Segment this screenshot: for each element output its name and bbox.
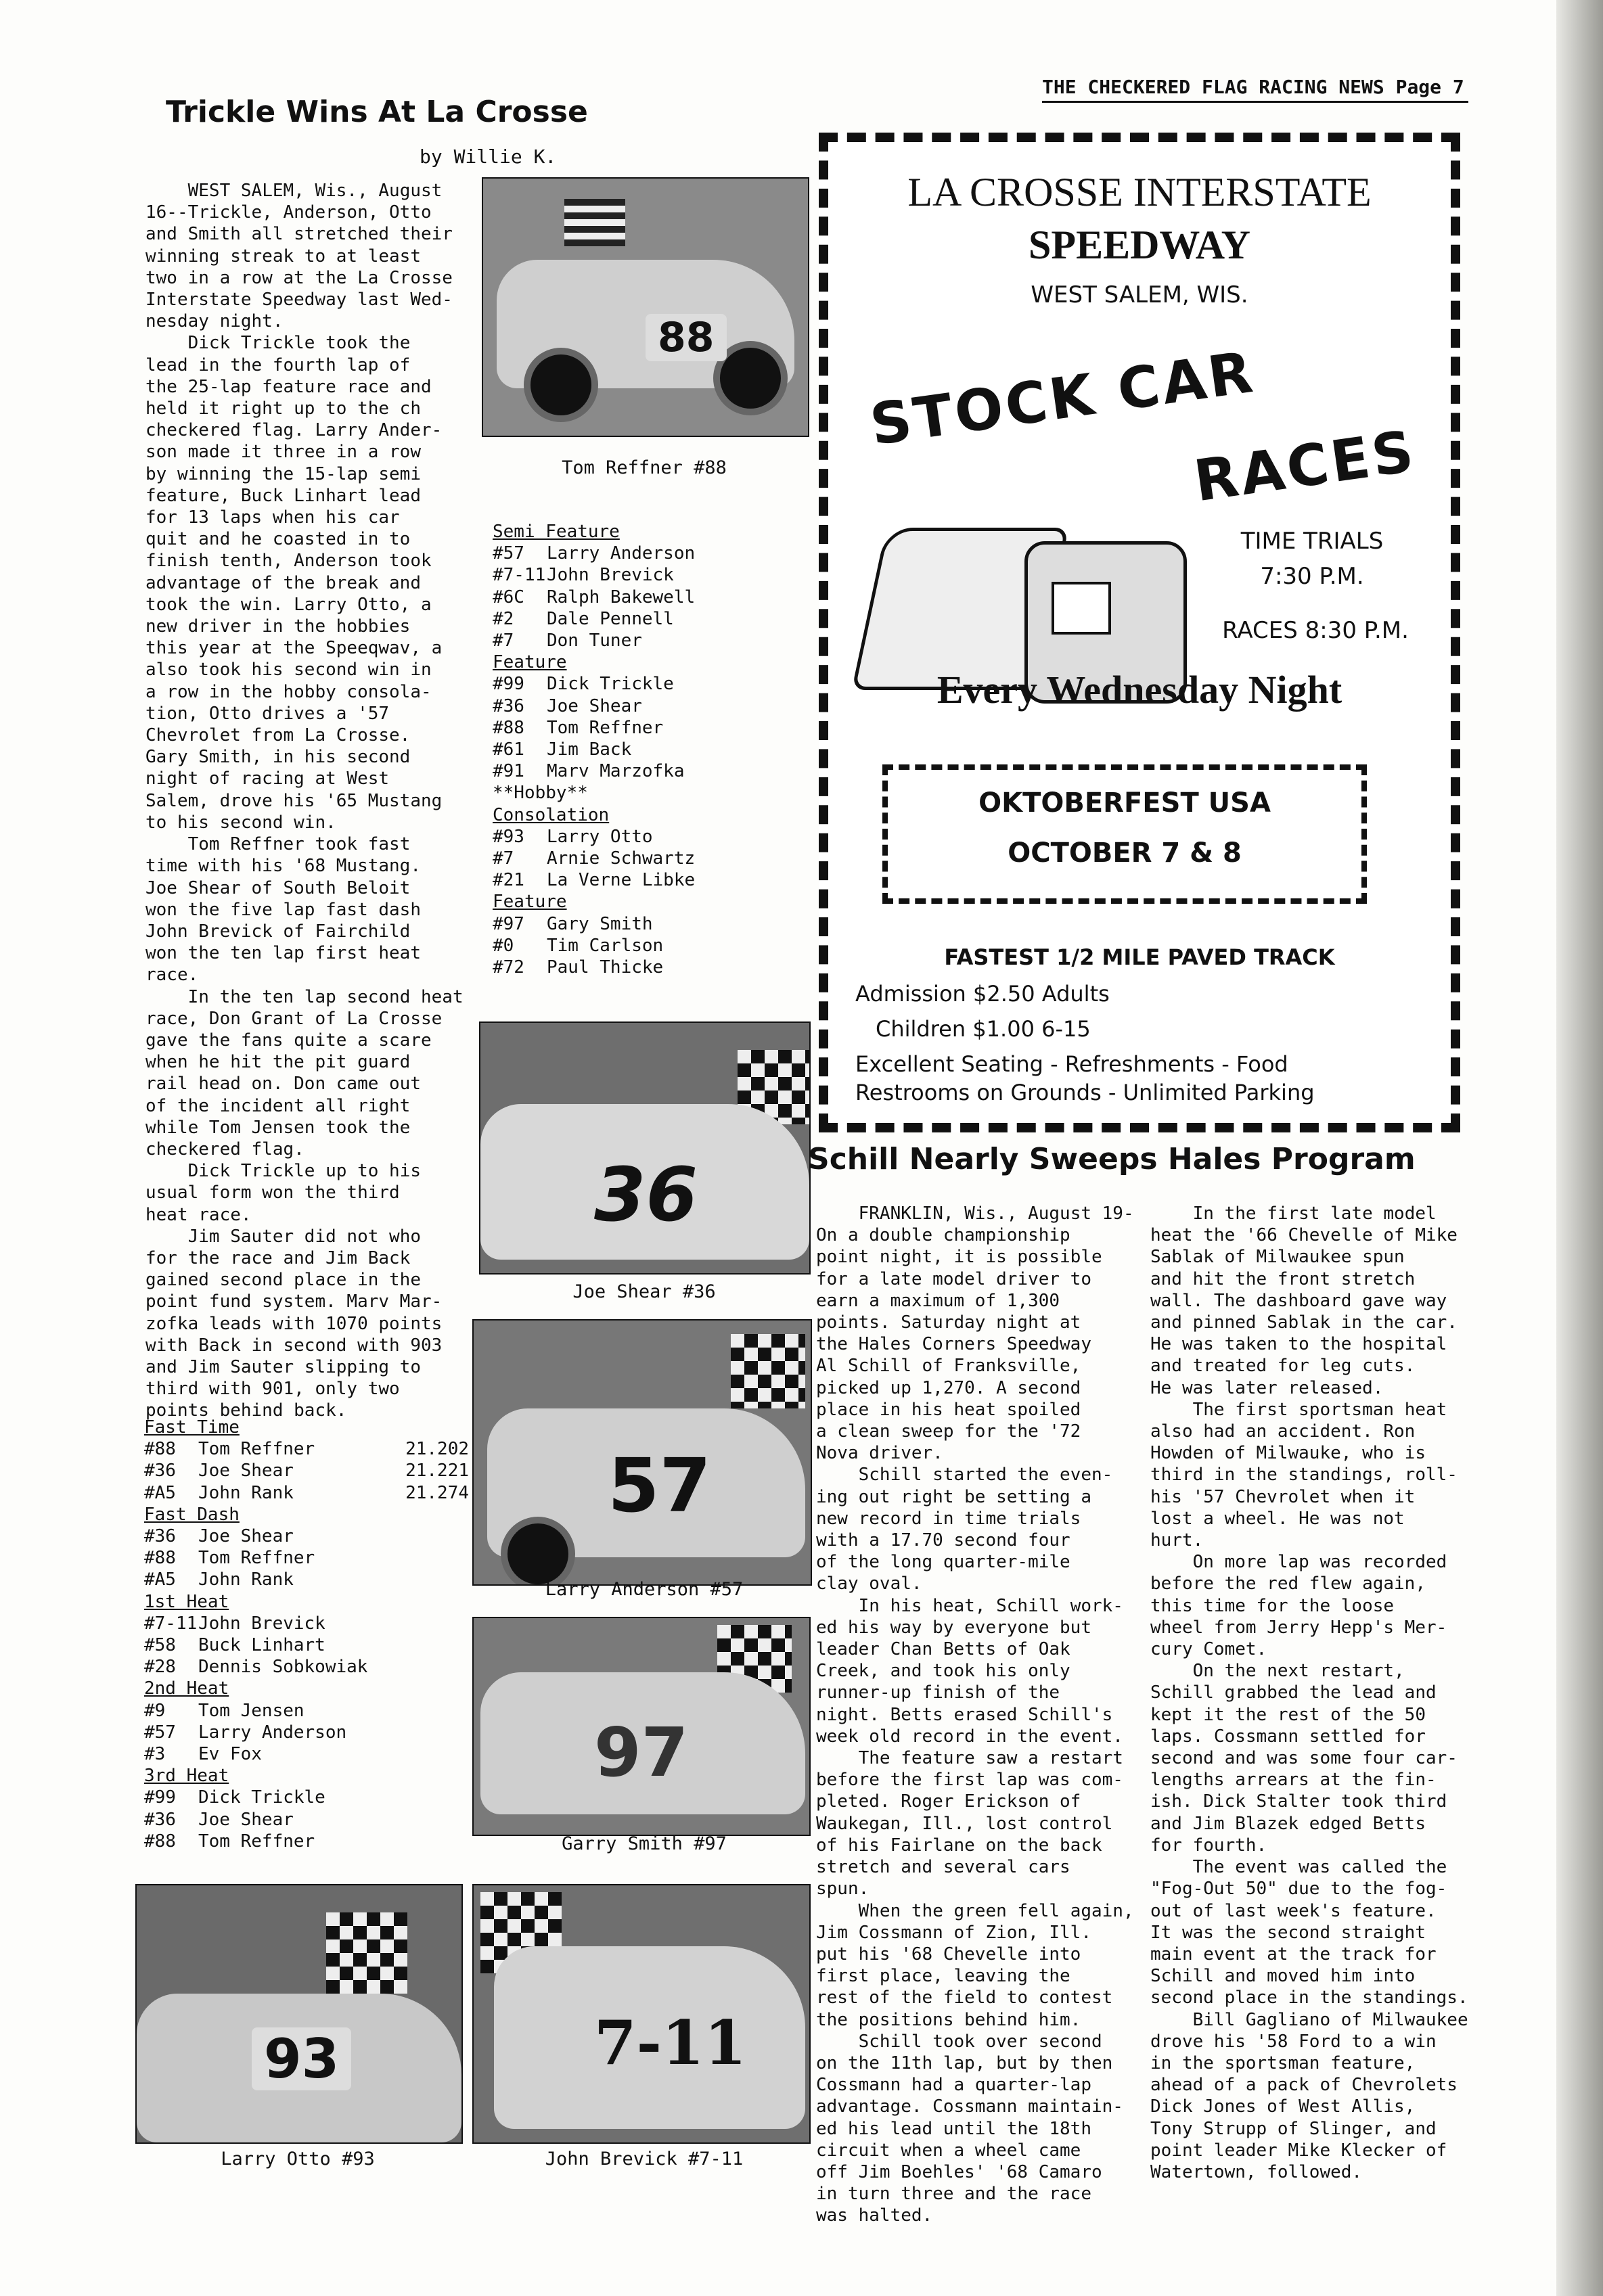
result-driver-name: Tim Carlson xyxy=(547,935,664,956)
result-driver-name: Dick Trickle xyxy=(547,674,674,695)
result-car-number: #3 xyxy=(144,1744,166,1765)
result-driver-name: John Brevick xyxy=(547,565,674,586)
result-car-number: #88 xyxy=(493,717,524,738)
article1-headline: Trickle Wins At La Crosse xyxy=(166,95,588,129)
caption-john-brevick: John Brevick #7-11 xyxy=(545,2149,744,2169)
ad-children: Children $1.00 6-15 xyxy=(876,1016,1091,1042)
result-driver-name: John Brevick xyxy=(198,1613,325,1634)
result-row xyxy=(493,587,804,608)
results-heading: 1st Heat xyxy=(144,1591,229,1612)
photo-garry-smith xyxy=(472,1617,811,1836)
result-car-number: #99 xyxy=(493,674,524,695)
result-car-number: #36 xyxy=(144,1526,176,1547)
result-row xyxy=(493,695,804,717)
result-driver-name: John Rank xyxy=(198,1569,294,1590)
results-heading: Feature xyxy=(493,892,567,913)
result-time: 21.202 xyxy=(405,1439,469,1460)
article1-byline: by Willie K. xyxy=(420,145,557,168)
result-row xyxy=(144,1656,469,1678)
result-row xyxy=(493,957,804,978)
result-row xyxy=(493,760,804,782)
car-number: 57 xyxy=(608,1442,712,1529)
result-driver-name: Tom Jensen xyxy=(198,1700,304,1721)
result-car-number: #61 xyxy=(493,739,524,760)
ad-track: FASTEST 1/2 MILE PAVED TRACK xyxy=(944,944,1335,970)
result-row xyxy=(144,1809,469,1831)
result-row xyxy=(144,1743,469,1765)
results-heading: Fast Time xyxy=(144,1417,240,1438)
result-driver-name: John Rank xyxy=(198,1482,294,1503)
photo-larry-anderson xyxy=(472,1319,812,1586)
ad-amenities-2: Restrooms on Grounds - Unlimited Parking xyxy=(855,1080,1315,1105)
result-row xyxy=(493,935,804,957)
result-time: 21.221 xyxy=(405,1461,469,1482)
photo-larry-otto xyxy=(135,1884,463,2144)
results-heading: 3rd Heat xyxy=(144,1766,229,1787)
result-driver-name: Tom Reffner xyxy=(198,1548,315,1569)
result-row xyxy=(493,848,804,869)
result-row xyxy=(493,630,804,651)
result-driver-name: Larry Anderson xyxy=(547,543,696,564)
article2-col2: In the first late model heat the '66 Chevelle of Mike Sablak of Milwaukee spun and hit the front stretch wall. The dashboard gave way and pinned Sablak in the car. He was taken to the hospital and treated for leg cuts. He was later released. The first sportsman heat also had an accident. Ron Howden of Milwauke, who is third in the standings, roll- his '57 Chevrolet when it lost a wheel. He was not hurt. On more lap was recorded before the red flew again, this time for the loose wheel from Jerry Hepp's Mer- cury Comet. On the next restart, Schill grabbed the lead and kept it the rest of the 50 laps. Cossmann settled for second and was some four car- lengths arrears at the fin- ish. Dick Stalter took third and Jim Blazek edged Betts for fourth. The event was called the "Fog-Out 50" due to the fog- out of last week's feature. It was the second straight main event at the track for Schill and moved him into second place in the standings. Bill Gagliano of Milwaukee drove his '58 Ford to a win in the sportsman feature, ahead of a pack of Chevrolets Dick Jones of West Allis, Tony Strupp of Slinger, and point leader Mike Klecker of Watertown, followed. xyxy=(1150,1203,1468,2182)
result-driver-name: Arnie Schwartz xyxy=(547,848,696,869)
result-row xyxy=(493,739,804,760)
result-row xyxy=(493,673,804,695)
result-car-number: #88 xyxy=(144,1831,176,1852)
ad-oktoberfest: OKTOBERFEST USA xyxy=(978,787,1271,819)
ad-admission: Admission $2.50 Adults xyxy=(855,981,1110,1007)
ad-title-line1: LA CROSSE INTERSTATE xyxy=(907,170,1372,214)
result-driver-name: Dick Trickle xyxy=(198,1787,325,1808)
result-car-number: #58 xyxy=(144,1635,176,1656)
result-driver-name: Buck Linhart xyxy=(198,1635,325,1656)
result-driver-name: Tom Reffner xyxy=(547,717,664,738)
ad-stock-car: STOCK CAR xyxy=(865,338,1259,459)
results-mid xyxy=(493,521,804,978)
car-number: 93 xyxy=(252,2027,351,2090)
speedway-advertisement xyxy=(819,133,1460,1132)
car-number: 36 xyxy=(594,1151,698,1238)
ad-location: WEST SALEM, WIS. xyxy=(1031,281,1248,308)
checkered-flag-icon xyxy=(326,1912,407,1994)
result-row xyxy=(493,826,804,848)
result-row xyxy=(144,1613,469,1634)
result-row xyxy=(144,1438,469,1460)
result-driver-name: Ralph Bakewell xyxy=(547,587,696,607)
result-row xyxy=(144,1569,469,1590)
result-row xyxy=(144,1722,469,1743)
result-row xyxy=(493,564,804,586)
result-car-number: #0 xyxy=(493,935,514,956)
page-edge-shadow xyxy=(1556,0,1603,2296)
car-number: 7-11 xyxy=(594,2007,747,2079)
result-driver-name: Dennis Sobkowiak xyxy=(198,1657,368,1678)
result-driver-name: Tom Reffner xyxy=(198,1439,315,1460)
result-driver-name: Don Tuner xyxy=(547,630,642,651)
results-heading: Semi Feature xyxy=(493,522,620,542)
result-car-number: #2 xyxy=(493,608,514,629)
result-car-number: #57 xyxy=(493,543,524,564)
flag-icon xyxy=(564,199,625,246)
result-car-number: #88 xyxy=(144,1439,176,1460)
caption-larry-anderson: Larry Anderson #57 xyxy=(545,1579,744,1600)
result-row xyxy=(493,717,804,739)
result-driver-name: Gary Smith xyxy=(547,913,653,934)
results-heading: Fast Dash xyxy=(144,1504,240,1525)
result-row xyxy=(144,1634,469,1656)
car-99-number xyxy=(1052,582,1111,635)
result-car-number: #36 xyxy=(493,695,524,716)
result-car-number: #7-11 xyxy=(144,1613,198,1634)
result-row xyxy=(144,1547,469,1569)
result-row xyxy=(144,1787,469,1808)
article2-col1: FRANKLIN, Wis., August 19- On a double championship point night, it is possible for a late model driver to earn a maximum of 1,300 points. Saturday night at the Hales Corners Speedway Al Schill of Franksville, picked up 1,270. A second place in his heat spoiled a clean sweep for the '72 Nova driver. Schill started the even- ing out right be setting a new record in time trials with a 17.70 second four of the long quarter-mile clay oval. In his heat, Schill work- ed his way by everyone but leader Chan Betts of Oak Creek, and took his only runner-up finish of the night. Betts erased Schill's week old record in the event. The feature saw a restart before the first lap was com- pleted. Roger Erickson of Waukegan, Ill., lost control of his Fairlane on the back stretch and several cars spun. When the green fell again, Jim Cossmann of Zion, Ill. put his '68 Chevelle into first place, leaving the rest of the field to contest the positions behind him. Schill took over second on the 11th lap, but by then Cossmann had a quarter-lap advantage. Cossmann maintain- ed his lead until the 18th circuit when a wheel came off Jim Boehles' '68 Camaro in turn three and the race was halted. xyxy=(816,1203,1134,2226)
result-driver-name: Tom Reffner xyxy=(198,1831,315,1852)
result-car-number: #91 xyxy=(493,761,524,782)
result-row xyxy=(144,1460,469,1482)
caption-larry-otto: Larry Otto #93 xyxy=(221,2149,375,2169)
ad-time-trials: TIME TRIALS xyxy=(1240,528,1384,555)
result-driver-name: La Verne Libke xyxy=(547,870,696,891)
result-driver-name: Joe Shear xyxy=(198,1526,294,1547)
result-driver-name: Dale Pennell xyxy=(547,608,674,629)
result-driver-name: Paul Thicke xyxy=(547,957,664,978)
result-row xyxy=(493,869,804,891)
results-heading: Feature xyxy=(493,652,567,673)
result-driver-name: Larry Otto xyxy=(547,826,653,847)
caption-garry-smith: Garry Smith #97 xyxy=(562,1833,727,1854)
ad-every-wednesday: Every Wednesday Night xyxy=(936,668,1342,712)
article1-body: WEST SALEM, Wis., August 16--Trickle, Anderson, Otto and Smith all stretched their winning streak to at least two in a row at the La Crosse Interstate Speedway last Wed- nesday night. Dick Trickle took the lead in the fourth lap of the 25-lap feature race and held it right up to the ch checkered flag. Larry Ander- son made it three in a row by winning the 15-lap semi feature, Buck Linhart lead for 13 laps when his car quit and he coasted in to finish tenth, Anderson took advantage of the break and took the win. Larry Otto, a new driver in the hobbies this year at the Speeqwav, a also took his second win in a row in the hobby consola- tion, Otto drives a '57 Chevrolet from La Crosse. Gary Smith, in his second night of racing at West Salem, drove his '65 Mustang to his second win. Tom Reffner took fast time with his '68 Mustang. Joe Shear of South Beloit won the five lap fast dash John Brevick of Fairchild won the ten lap first heat race. In the ten lap second heat race, Don Grant of La Crosse gave the fans quite a scare when he hit the pit guard rail head on. Don came out of the incident all right while Tom Jensen took the checkered flag. Dick Trickle up to his usual form won the third heat race. Jim Sauter did not who for the race and Jim Back gained second place in the point fund system. Marv Mar- zofka leads with 1070 points with Back in second with 903 and Jim Sauter slipping to third with 901, only two points behind back. xyxy=(145,181,464,1421)
ad-races: RACES xyxy=(1190,417,1420,515)
caption-tom-reffner: Tom Reffner #88 xyxy=(562,457,727,478)
caption-joe-shear: Joe Shear #36 xyxy=(572,1281,716,1302)
result-car-number: #36 xyxy=(144,1461,176,1482)
result-driver-name: Joe Shear xyxy=(547,695,642,716)
result-driver-name: Jim Back xyxy=(547,739,632,760)
ad-races-time: RACES 8:30 P.M. xyxy=(1222,617,1409,644)
result-driver-name: Larry Anderson xyxy=(198,1722,347,1743)
results-heading: 2nd Heat xyxy=(144,1678,229,1699)
result-row xyxy=(493,543,804,564)
result-car-number: #7 xyxy=(493,848,514,869)
results-heading: Consolation xyxy=(493,804,610,825)
result-car-number: #99 xyxy=(144,1787,176,1808)
results-heading: **Hobby** xyxy=(493,783,588,804)
result-row xyxy=(144,1525,469,1547)
photo-tom-reffner xyxy=(482,177,809,437)
running-head: THE CHECKERED FLAG RACING NEWS Page 7 xyxy=(1042,76,1468,103)
ad-title-line2: SPEEDWAY xyxy=(1029,223,1250,267)
result-car-number: #6C xyxy=(493,587,524,607)
result-driver-name: Ev Fox xyxy=(198,1744,262,1765)
result-car-number: #57 xyxy=(144,1722,176,1743)
result-car-number: #7-11 xyxy=(493,565,546,586)
car-number: 97 xyxy=(594,1713,689,1792)
oktoberfest-box xyxy=(882,764,1367,904)
ad-amenities-1: Excellent Seating - Refreshments - Food xyxy=(855,1051,1288,1077)
photo-john-brevick xyxy=(472,1884,811,2144)
ad-time-trials-time: 7:30 P.M. xyxy=(1260,563,1364,590)
article2-headline: Schill Nearly Sweeps Hales Program xyxy=(808,1142,1416,1176)
result-car-number: #7 xyxy=(493,630,514,651)
checkered-flag-icon xyxy=(731,1334,805,1408)
result-car-number: #A5 xyxy=(144,1569,176,1590)
results-left xyxy=(144,1417,469,1852)
result-car-number: #36 xyxy=(144,1809,176,1830)
result-car-number: #97 xyxy=(493,913,524,934)
result-row xyxy=(493,913,804,935)
result-driver-name: Joe Shear xyxy=(198,1461,294,1482)
result-row xyxy=(144,1700,469,1722)
result-row xyxy=(493,608,804,630)
result-car-number: #88 xyxy=(144,1548,176,1569)
result-car-number: #28 xyxy=(144,1657,176,1678)
result-car-number: #72 xyxy=(493,957,524,978)
result-row xyxy=(144,1482,469,1504)
result-driver-name: Marv Marzofka xyxy=(547,761,685,782)
car-number: 88 xyxy=(646,314,727,361)
result-row xyxy=(144,1831,469,1852)
result-time: 21.274 xyxy=(405,1482,469,1503)
photo-joe-shear xyxy=(479,1021,811,1275)
ad-oktoberfest-dates: OCTOBER 7 & 8 xyxy=(1008,837,1242,869)
result-driver-name: Joe Shear xyxy=(198,1809,294,1830)
result-car-number: #93 xyxy=(493,826,524,847)
result-car-number: #A5 xyxy=(144,1482,176,1503)
result-car-number: #21 xyxy=(493,870,524,891)
result-car-number: #9 xyxy=(144,1700,166,1721)
